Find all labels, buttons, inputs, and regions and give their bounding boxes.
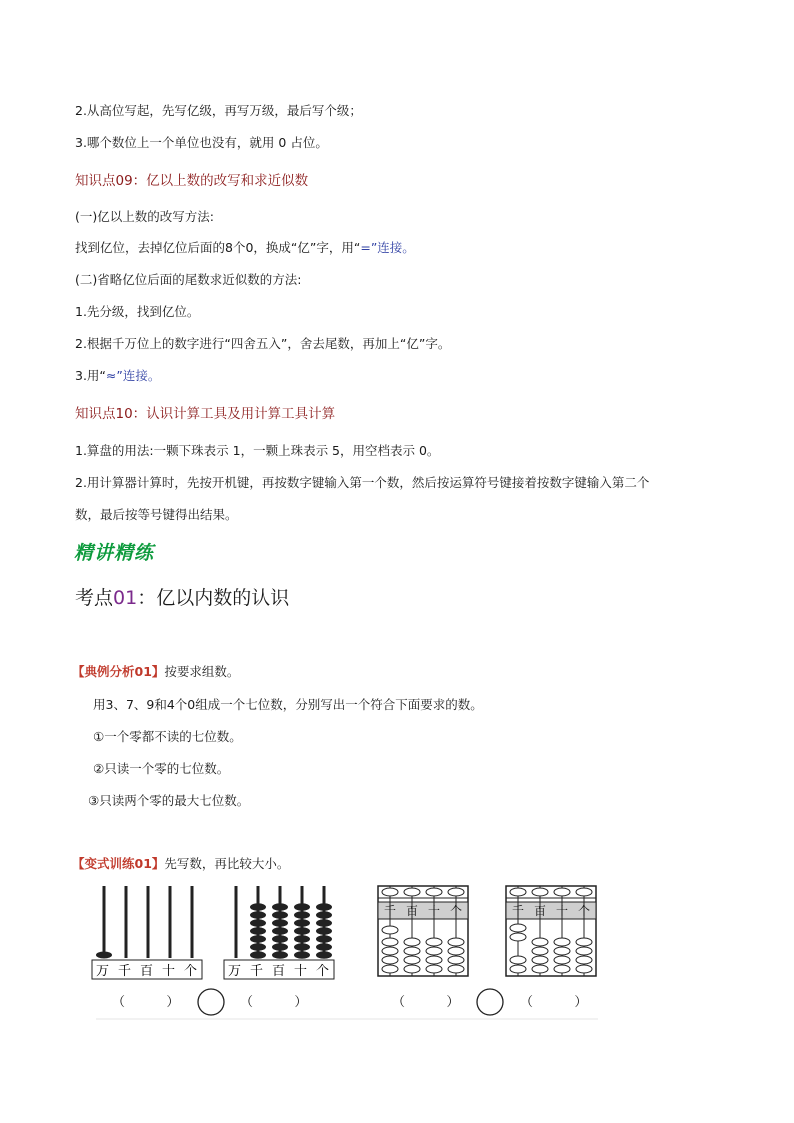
abacus-2: [224, 886, 334, 979]
abacus-1-label: 百: [140, 964, 154, 979]
line-5: (二)省略亿位后面的尾数求近似数的方法:: [75, 272, 302, 287]
example-tag: 【典例分析01】: [72, 664, 165, 679]
compare-circle-1[interactable]: [198, 989, 224, 1015]
example-q1: ①一个零都不读的七位数。: [93, 729, 242, 744]
bead: [382, 965, 398, 973]
bead: [272, 935, 288, 943]
bead: [448, 965, 464, 973]
abacus-3-label: 千: [384, 904, 397, 918]
abacus-2-label: 个: [316, 964, 330, 979]
bead: [316, 927, 332, 935]
bead: [250, 911, 266, 919]
example-q3: ③只读两个零的最大七位数。: [88, 793, 250, 808]
bead: [272, 951, 288, 959]
bead: [426, 947, 442, 955]
line-4: [75, 240, 415, 256]
line-9: 1.算盘的用法:一颗下珠表示 1，一颗上珠表示 5，用空档表示 0。: [75, 443, 440, 458]
bead: [510, 924, 526, 932]
answer-blank-2[interactable]: （ ）: [240, 995, 308, 1010]
abacus-4-label: 十: [556, 904, 569, 918]
compare-circle-2[interactable]: [477, 989, 503, 1015]
bead: [426, 938, 442, 946]
bead: [272, 919, 288, 927]
line-7: 2.根据千万位上的数字进行“四舍五入”，舍去尾数，再加上“亿”字。: [75, 336, 451, 351]
bead: [250, 927, 266, 935]
line-1: 2.从高位写起，先写亿级，再写万级，最后写个级；: [75, 103, 362, 118]
bead: [426, 956, 442, 964]
line-6: 1.先分级，找到亿位。: [75, 304, 200, 319]
bead: [510, 956, 526, 964]
bead: [404, 938, 420, 946]
exercise-tag: 【变式训练01】: [72, 856, 165, 871]
bead: [532, 938, 548, 946]
abacus-figure: [0, 880, 794, 1030]
bead: [294, 943, 310, 951]
bead: [316, 911, 332, 919]
bead: [272, 927, 288, 935]
bead: [250, 903, 266, 911]
bead: [576, 956, 592, 964]
bead: [576, 965, 592, 973]
abacus-2-label: 万: [228, 964, 242, 979]
bead: [382, 956, 398, 964]
line-10: 2.用计算器计算时，先按开机键，再按数字键输入第一个数，然后按运算符号键接着按数字键输入第二个: [75, 475, 650, 490]
abacus-4-label: 千: [512, 904, 525, 918]
bead: [316, 919, 332, 927]
bead: [294, 919, 310, 927]
bead: [510, 888, 526, 896]
bead: [294, 903, 310, 911]
section-heading: 精讲精练: [74, 542, 155, 564]
abacus-1-label: 个: [184, 964, 198, 979]
abacus-3: [378, 886, 468, 976]
answer-blank-3[interactable]: （ ）: [392, 995, 460, 1010]
bead: [448, 888, 464, 896]
bead: [510, 965, 526, 973]
line-3: (一)亿以上数的改写方法:: [75, 209, 214, 224]
bead: [426, 888, 442, 896]
bead: [316, 935, 332, 943]
bead: [316, 943, 332, 951]
bead: [404, 956, 420, 964]
bead: [532, 956, 548, 964]
bead: [382, 926, 398, 934]
example-intro: 用3、7、9和4个0组成一个七位数，分别写出一个符合下面要求的数。: [93, 697, 483, 712]
abacus-2-label: 千: [250, 964, 264, 979]
knowledge-point-10-heading: 知识点10：认识计算工具及用计算工具计算: [75, 406, 336, 422]
bead: [382, 888, 398, 896]
bead: [426, 965, 442, 973]
line-4-text: 找到亿位，去掉亿位后面的8个0，换成“亿”字，用“: [75, 240, 361, 255]
bead: [576, 888, 592, 896]
line-4-equal: =”连接。: [360, 240, 415, 255]
line-8-approx: ≈”连接。: [105, 368, 161, 383]
bead: [404, 965, 420, 973]
example-q2: ②只读一个零的七位数。: [93, 761, 230, 776]
bead: [382, 938, 398, 946]
bead: [554, 938, 570, 946]
abacus-1-label: 十: [162, 964, 176, 979]
bead: [532, 965, 548, 973]
bead: [448, 956, 464, 964]
abacus-3-label: 十: [428, 904, 441, 918]
bead: [448, 938, 464, 946]
bead: [510, 933, 526, 941]
bead: [576, 947, 592, 955]
bead: [294, 927, 310, 935]
example-title: 按要求组数。: [164, 664, 240, 679]
bead: [250, 951, 266, 959]
bead: [272, 903, 288, 911]
bead: [554, 888, 570, 896]
line-11: 数，最后按等号键得出结果。: [75, 507, 238, 522]
abacus-1-label: 万: [96, 964, 110, 979]
kaodian-heading: [75, 583, 289, 610]
bead: [96, 952, 112, 959]
abacus-4-label: 个: [578, 904, 591, 918]
kaodian-number: 01: [113, 587, 138, 609]
knowledge-point-09-heading: 知识点09：亿以上数的改写和求近似数: [75, 173, 309, 189]
example-heading: [72, 664, 239, 680]
bead: [532, 888, 548, 896]
line-8-text: 3.用“: [75, 368, 106, 383]
kaodian-title: ：亿以内数的认识: [137, 587, 290, 609]
answer-blank-1[interactable]: （ ）: [112, 995, 180, 1010]
abacus-2-label: 百: [272, 964, 286, 979]
abacus-4-label: 百: [534, 904, 547, 918]
bead: [404, 888, 420, 896]
exercise-title: 先写数，再比较大小。: [164, 856, 290, 871]
bead: [294, 951, 310, 959]
bead: [554, 956, 570, 964]
bead: [554, 947, 570, 955]
bead: [250, 919, 266, 927]
bead: [382, 947, 398, 955]
abacus-3-label: 个: [450, 904, 463, 918]
bead: [250, 935, 266, 943]
bead: [250, 943, 266, 951]
line-8: [75, 368, 160, 384]
abacus-2-label: 十: [294, 964, 308, 979]
bead: [294, 911, 310, 919]
bead: [316, 951, 332, 959]
bead: [404, 947, 420, 955]
bead: [272, 911, 288, 919]
bead: [272, 943, 288, 951]
bead: [294, 935, 310, 943]
bead: [576, 938, 592, 946]
exercise-heading: [72, 856, 289, 872]
bead: [532, 947, 548, 955]
answer-blank-4[interactable]: （ ）: [520, 995, 588, 1010]
line-2: 3.哪个数位上一个单位也没有，就用 0 占位。: [75, 135, 328, 150]
bead: [316, 903, 332, 911]
bead: [554, 965, 570, 973]
abacus-3-label: 百: [406, 904, 419, 918]
bead: [448, 947, 464, 955]
abacus-4: [506, 886, 596, 976]
abacus-1: [92, 886, 202, 979]
abacus-1-label: 千: [118, 964, 132, 979]
kaodian-prefix: 考点: [75, 587, 114, 609]
